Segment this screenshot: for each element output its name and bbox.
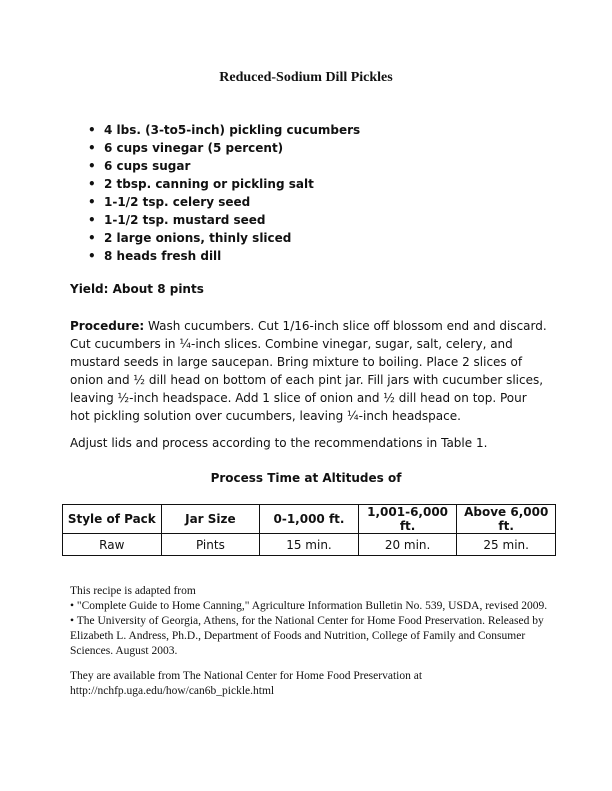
ingredient-item: • 1-1/2 tsp. mustard seed bbox=[88, 211, 360, 229]
column-header: 1,001-6,000 ft. bbox=[358, 505, 457, 534]
table-title: Process Time at Altitudes of bbox=[210, 471, 402, 485]
table-cell: Raw bbox=[63, 534, 162, 556]
adjust-instruction: Adjust lids and process according to the recommendations in Table 1. bbox=[70, 436, 488, 450]
table-cell: 25 min. bbox=[457, 534, 556, 556]
procedure-label: Procedure: bbox=[70, 319, 145, 333]
table-row bbox=[63, 534, 556, 556]
column-header: Above 6,000 ft. bbox=[457, 505, 556, 534]
table-cell: Pints bbox=[161, 534, 260, 556]
table-cell: 20 min. bbox=[358, 534, 457, 556]
ingredient-item: • 4 lbs. (3-to5-inch) pickling cucumbers bbox=[88, 121, 360, 139]
ingredient-item: • 8 heads fresh dill bbox=[88, 247, 360, 265]
source-citation: • The University of Georgia, Athens, for the National Center for Home Food Preservation. Released by Elizabeth L. Andress, Ph.D., Department of Foods and Nutrition, College of Family and Consumer Sciences. August 2003. bbox=[70, 615, 544, 657]
ingredient-item: • 6 cups sugar bbox=[88, 157, 360, 175]
ingredient-item: • 1-1/2 tsp. celery seed bbox=[88, 193, 360, 211]
process-time-table bbox=[62, 504, 556, 556]
recipe-title: Reduced-Sodium Dill Pickles bbox=[219, 70, 393, 85]
ingredient-item: • 2 tbsp. canning or pickling salt bbox=[88, 175, 360, 193]
ingredient-list bbox=[88, 121, 360, 265]
column-header: Style of Pack bbox=[63, 505, 162, 534]
procedure-text: Wash cucumbers. Cut 1/16-inch slice off blossom end and discard. Cut cucumbers in ¼-inch slices. Combine vinegar, sugar, salt, celery, and mustard seeds in large saucepan. Bring mixture to boiling. Place 2 slices of onion and ½ dill head on bottom of each pint jar. Fill jars with cucumber slices, leaving ½-inch headspace. Add 1 slice of onion and ½ dill head on top. Pour hot pickling solution over cucumbers, leaving ¼-inch headspace. bbox=[70, 319, 547, 423]
table-header-row bbox=[63, 505, 556, 534]
column-header: Jar Size bbox=[161, 505, 260, 534]
source-intro: This recipe is adapted from bbox=[70, 585, 196, 597]
ingredient-item: • 6 cups vinegar (5 percent) bbox=[88, 139, 360, 157]
yield-text: Yield: About 8 pints bbox=[70, 282, 204, 296]
ingredient-item: • 2 large onions, thinly sliced bbox=[88, 229, 360, 247]
table-cell: 15 min. bbox=[260, 534, 359, 556]
column-header: 0-1,000 ft. bbox=[260, 505, 359, 534]
procedure-paragraph bbox=[70, 317, 550, 425]
availability-note: They are available from The National Center for Home Food Preservation at http://nchfp.uga.edu/how/can6b_pickle.html bbox=[70, 670, 423, 697]
source-citation: • "Complete Guide to Home Canning," Agriculture Information Bulletin No. 539, USDA, revised 2009. bbox=[70, 600, 548, 612]
source-notes bbox=[70, 584, 550, 699]
